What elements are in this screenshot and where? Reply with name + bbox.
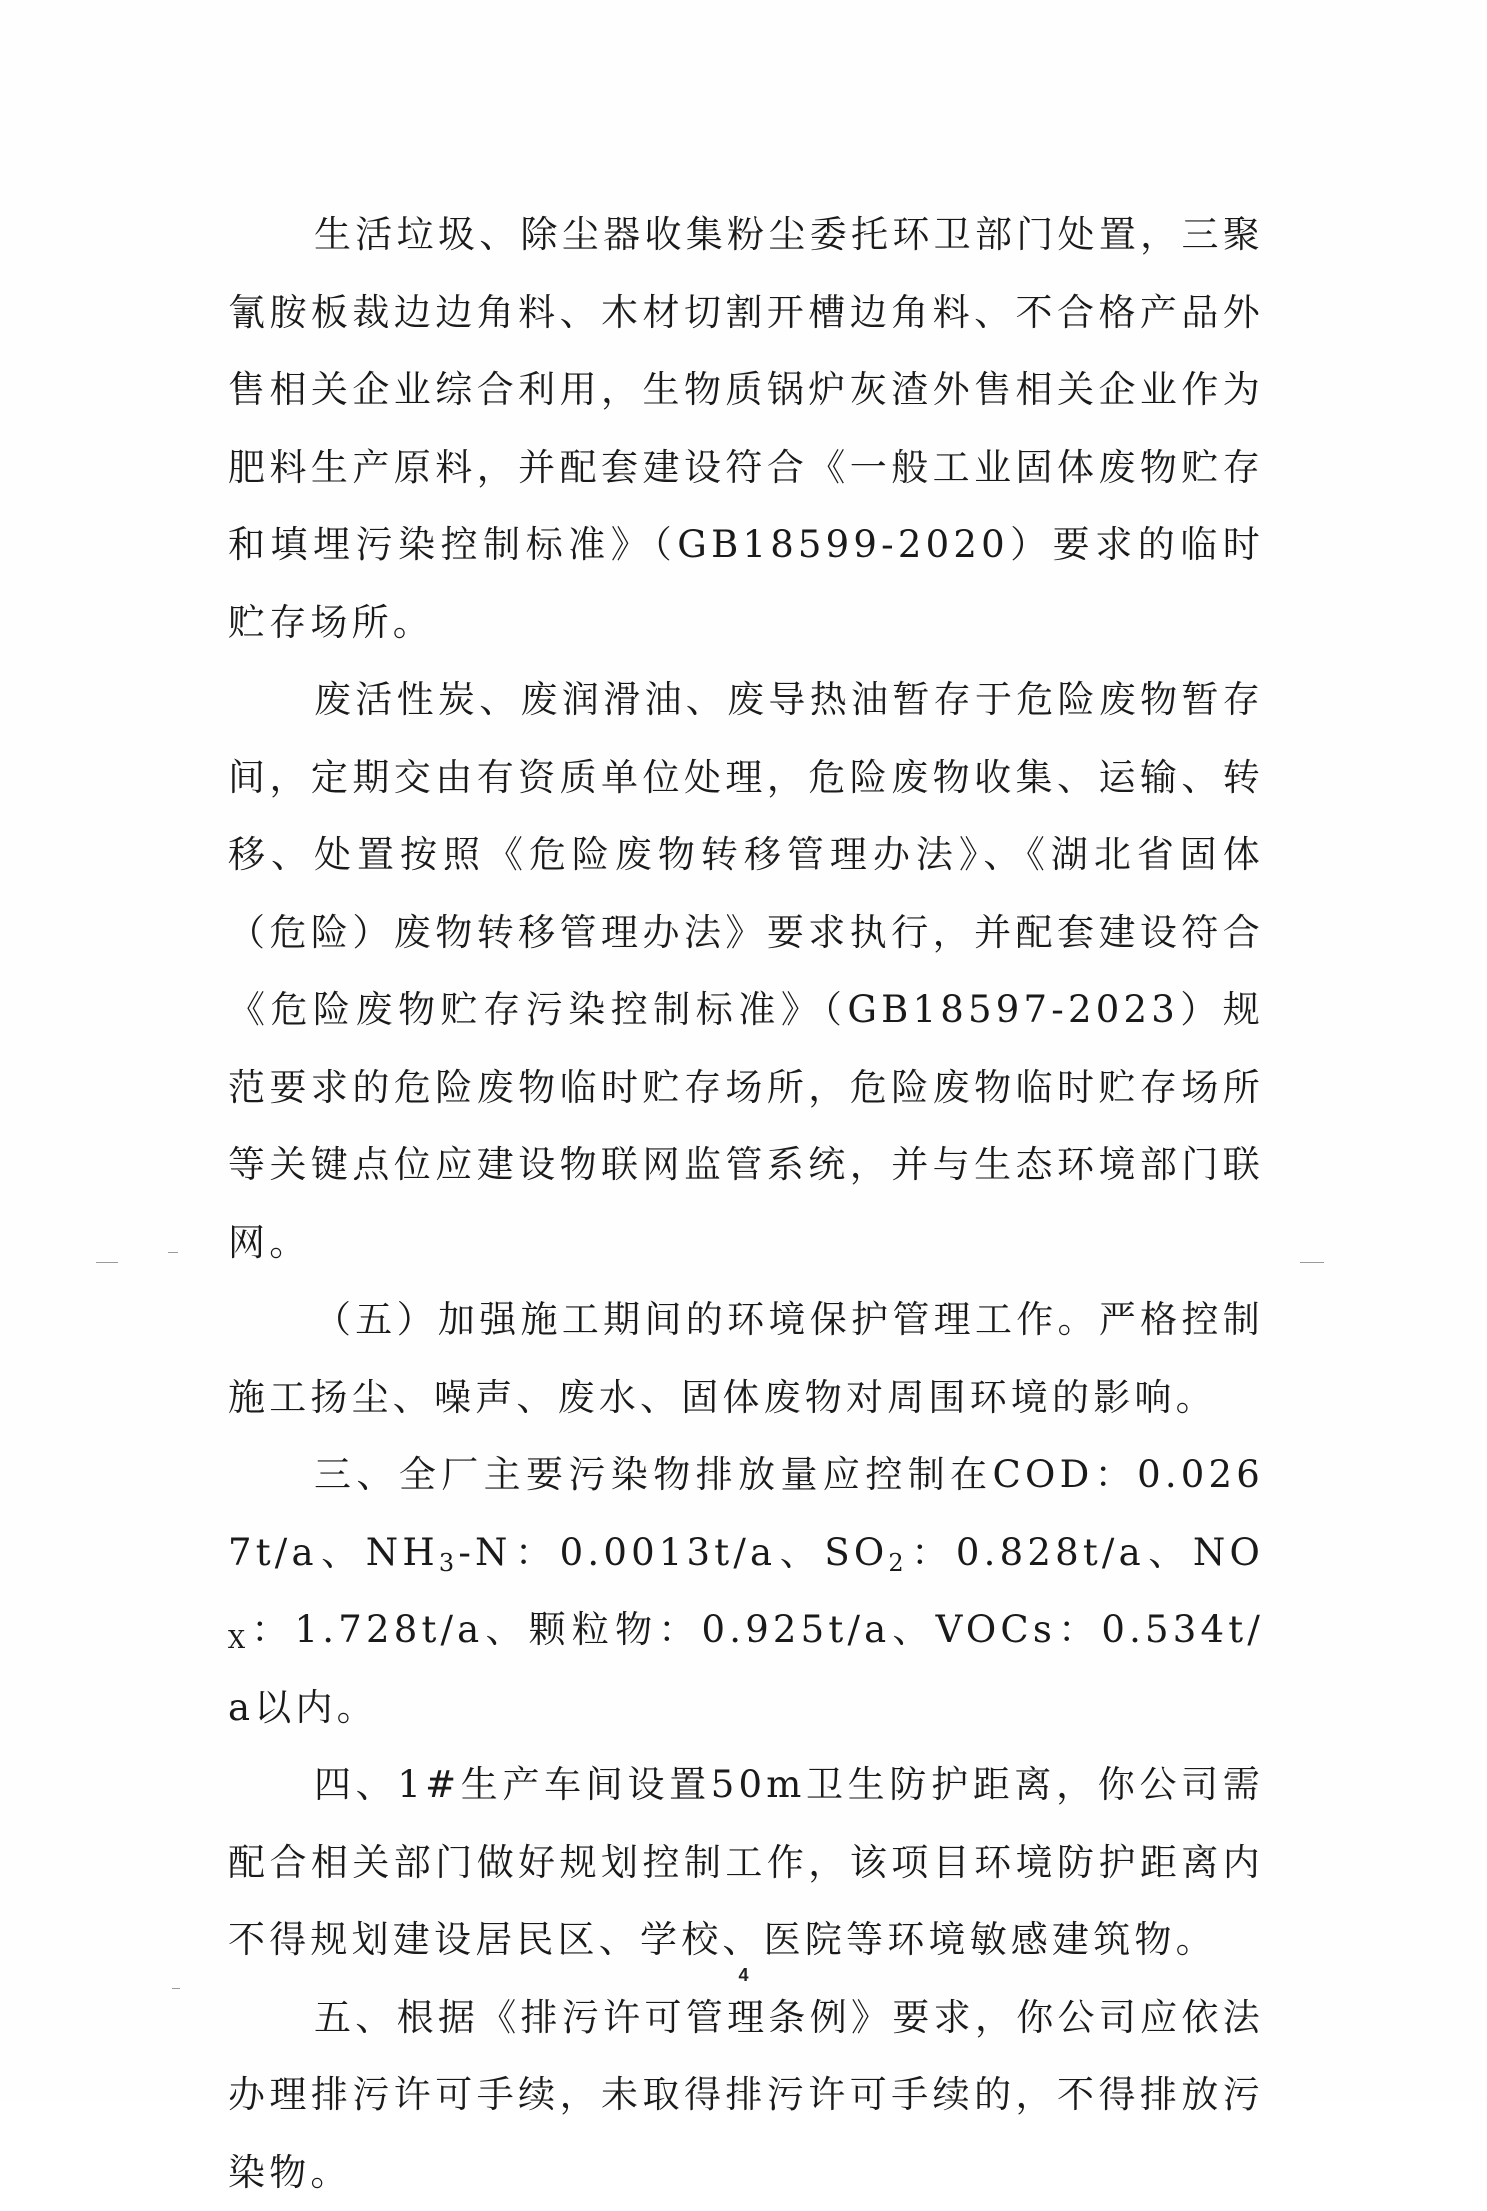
paragraph-hazardous-waste: 废活性炭、废润滑油、废导热油暂存于危险废物暂存间，定期交由有资质单位处理，危险废物收集、运输、转移、处置按照《危险废物转移管理办法》、《湖北省固体（危险）废物转移管理办法》要求执行，并配套建设符合《危险废物贮存污染控制标准》（GB18597-2023）规范要求的危险废物临时贮存场所，危险废物临时贮存场所等关键点位应建设物联网监管系统，并与生态环境部门联网。 <box>228 661 1264 1281</box>
paragraph-construction: （五）加强施工期间的环境保护管理工作。严格控制施工扬尘、噪声、废水、固体废物对周围环境的影响。 <box>228 1281 1264 1436</box>
nh3-subscript: 3 <box>439 1549 458 1577</box>
paragraph-protection-distance: 四、1#生产车间设置50m卫生防护距离，你公司需配合相关部门做好规划控制工作，该项目环境防护距离内不得规划建设居民区、学校、医院等环境敏感建筑物。 <box>228 1746 1264 1979</box>
nh3-prefix: NH <box>366 1531 439 1574</box>
so2-value: ：0.828t/a、NO <box>908 1531 1264 1574</box>
so2-subscript: 2 <box>888 1549 907 1577</box>
scan-artifact <box>1300 1262 1324 1263</box>
paragraph-pollution-permit: 五、根据《排污许可管理条例》要求，你公司应依法办理排污许可手续，未取得排污许可手续的，不得排放污染物。 <box>228 1979 1264 2211</box>
emissions-intro: 三、全厂主要污染物排放量应控制在COD：0.0267t/a、 <box>228 1453 1264 1574</box>
page-number: 4 <box>0 1965 1487 1986</box>
scan-artifact <box>96 1262 118 1263</box>
nox-subscript: X <box>228 1626 249 1654</box>
body-text <box>228 196 1264 2211</box>
nh3-value: -N：0.0013t/a、SO <box>458 1531 888 1574</box>
nox-value: ：1.728t/a、颗粒物：0.925t/a、VOCs：0.534t/a以内。 <box>228 1608 1264 1729</box>
paragraph-solid-waste: 生活垃圾、除尘器收集粉尘委托环卫部门处置，三聚氰胺板裁边边角料、木材切割开槽边角料、不合格产品外售相关企业综合利用，生物质锅炉灰渣外售相关企业作为肥料生产原料，并配套建设符合《一般工业固体废物贮存和填埋污染控制标准》（GB18599-2020）要求的临时贮存场所。 <box>228 196 1264 661</box>
scan-artifact <box>172 1988 180 1989</box>
scan-artifact <box>168 1252 178 1253</box>
paragraph-emissions <box>228 1436 1264 1746</box>
